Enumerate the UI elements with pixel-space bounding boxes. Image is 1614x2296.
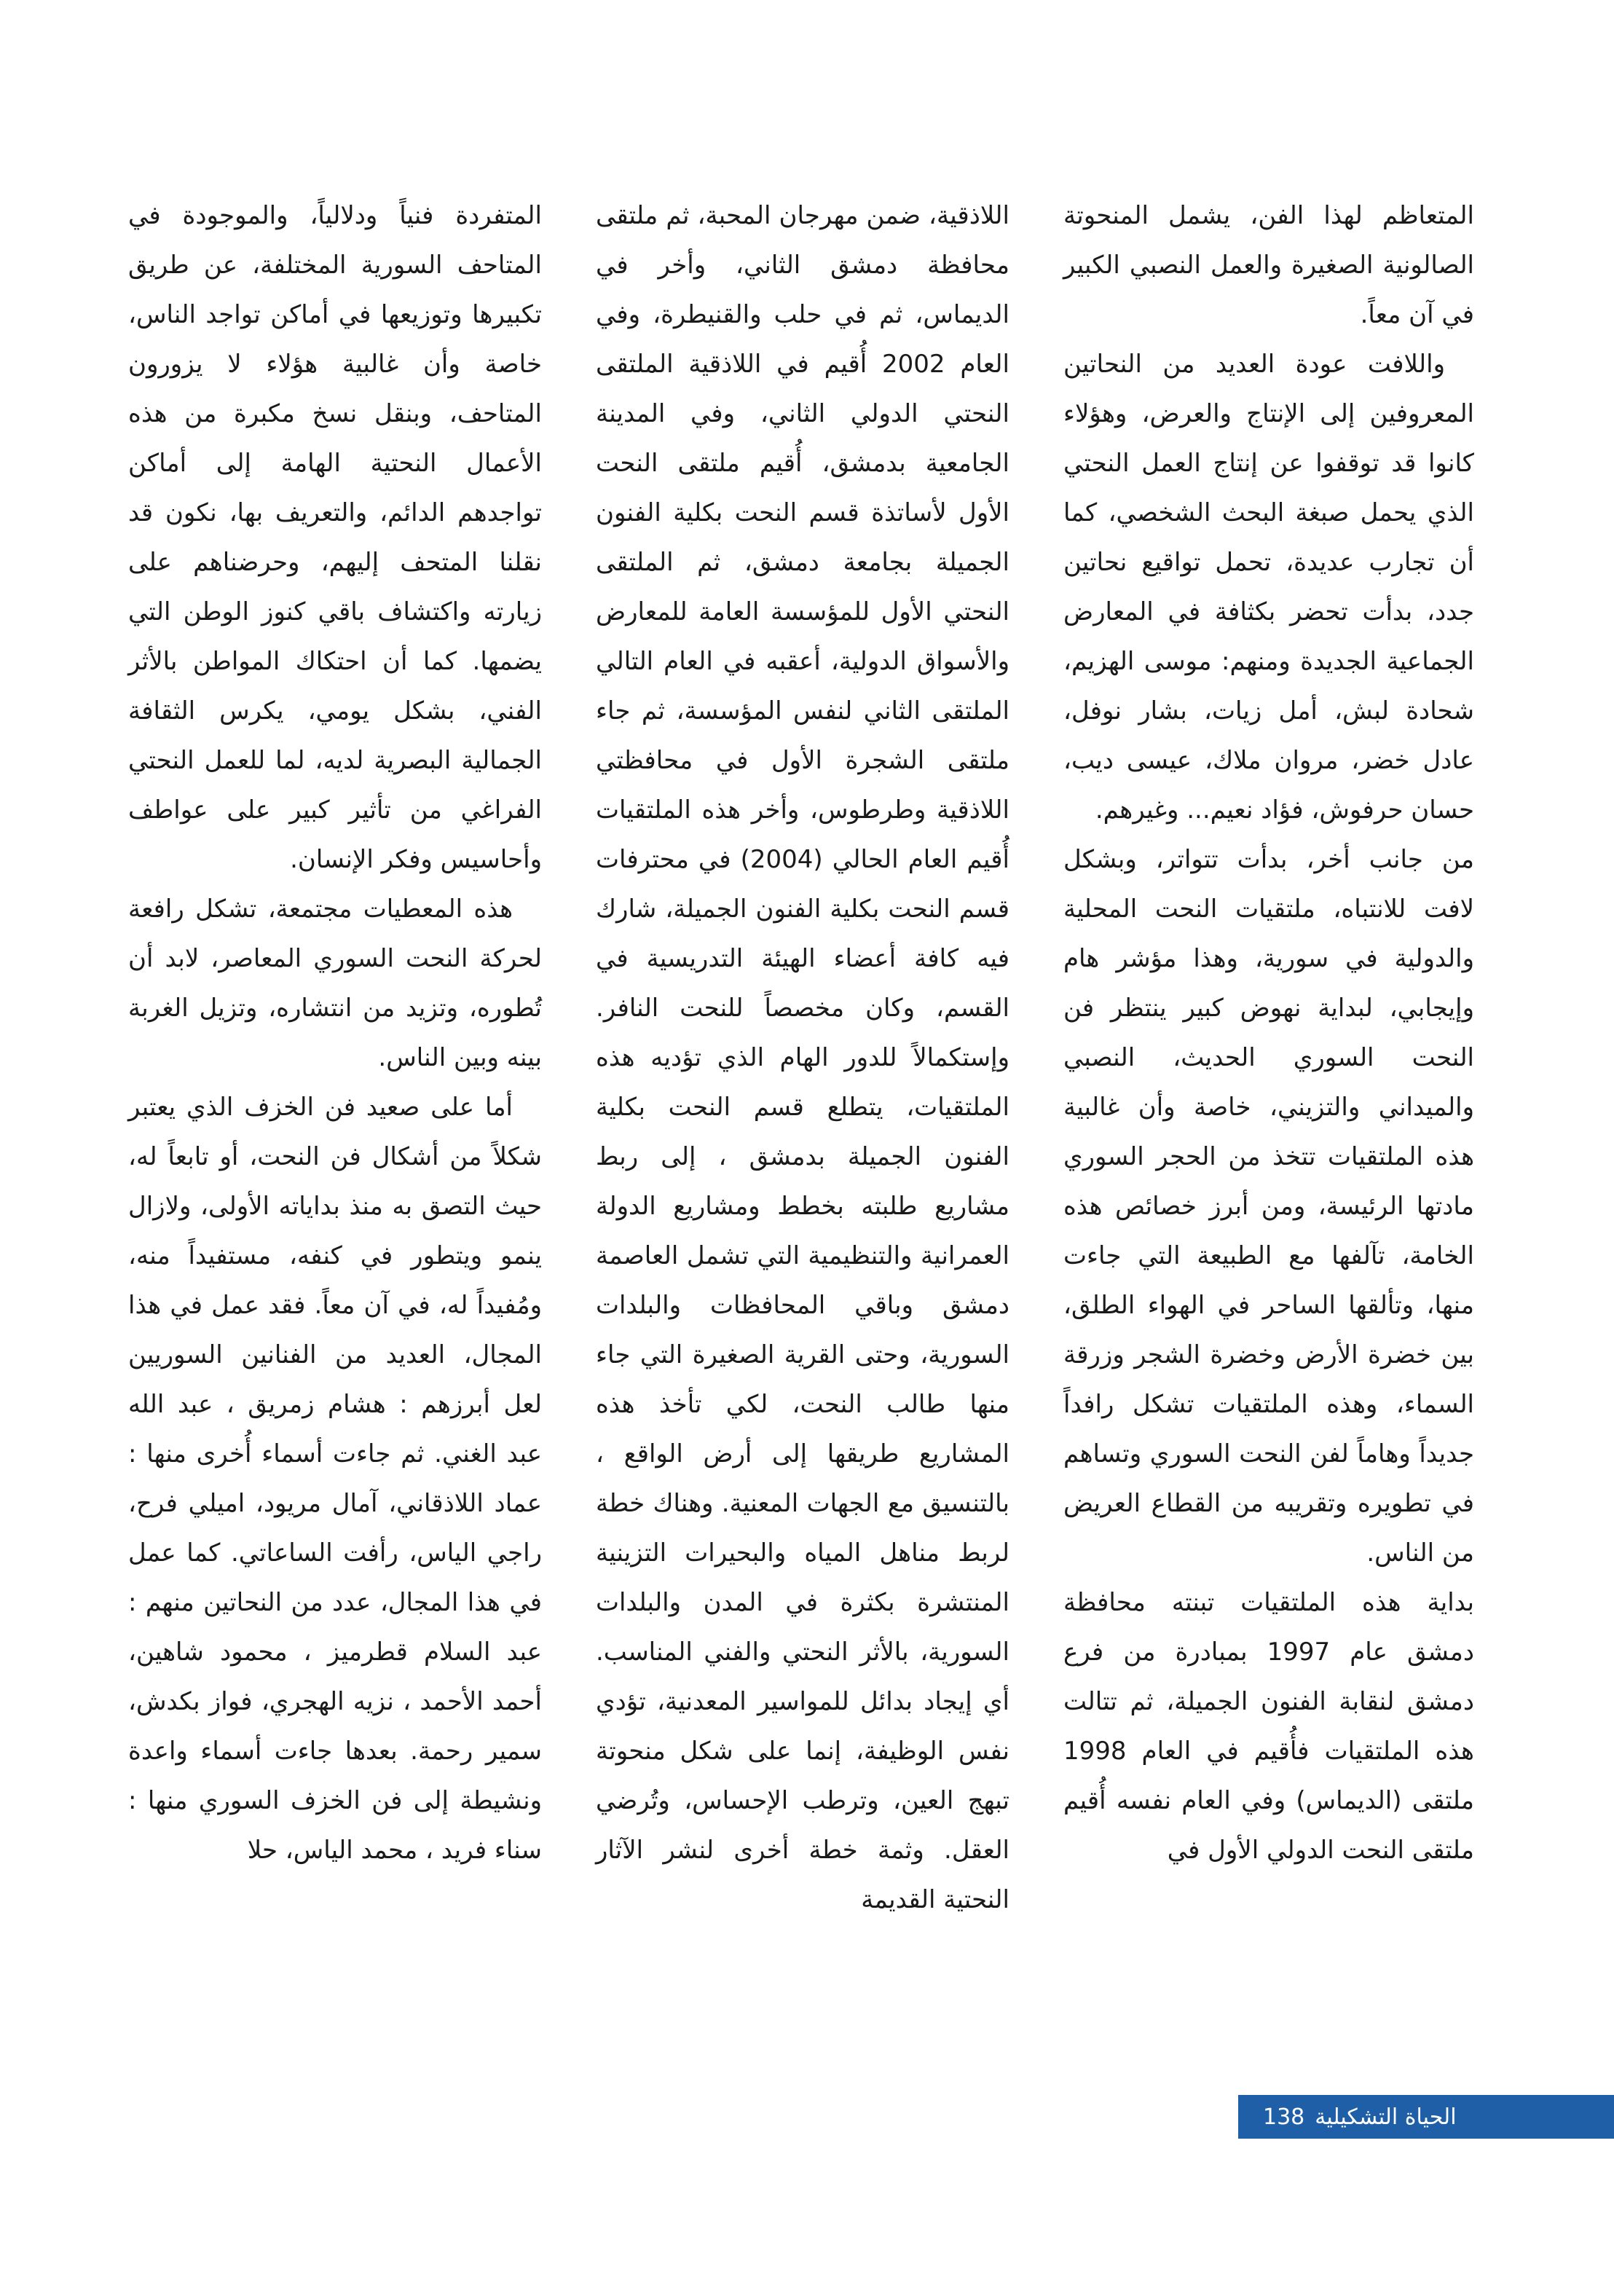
paragraph: من جانب أخر، بدأت تتواتر، وبشكل لافت للانتباه، ملتقيات النحت المحلية والدولية في سورية، وهذا مؤشر هام وإيجابي، لبداية نهوض كبير ينتظر فن النحت السوري الحديث، النصبي والميداني والتزيني، خاصة وأن غالبية هذه الملتقيات تتخذ من الحجر السوري مادتها الرئيسة، ومن أبرز خصائص هذه الخامة، تآلفها مع الطبيعة التي جاءت منها، وتألقها الساحر في الهواء الطلق، بين خضرة الأرض وخضرة الشجر وزرقة السماء، وهذه الملتقيات تشكل رافداً جديداً وهاماً لفن النحت السوري وتساهم في تطويره وتقريبه من القطاع العريض من الناس. bbox=[1063, 845, 1474, 1568]
article-column-2 bbox=[596, 191, 1009, 1925]
paragraph: واللافت عودة العديد من النحاتين المعروفين إلى الإنتاج والعرض، وهؤلاء كانوا قد توقفوا عن إنتاج العمل النحتي الذي يحمل صبغة البحث الشخصي، كما أن تجارب عديدة، تحمل تواقيع نحاتين جدد، بدأت تحضر بكثافة في المعارض الجماعية الجديدة ومنهم: موسى الهزيم، شحادة لبش، أمل زيات، بشار نوفل، عادل خضر، مروان ملاك، عيسى ديب، حسان حرفوش، فؤاد نعيم... وغيرهم. bbox=[1063, 350, 1474, 825]
magazine-title: الحياة التشكيلية bbox=[1315, 2104, 1457, 2130]
page-number: 138 bbox=[1263, 2104, 1305, 2130]
paragraph: المتعاظم لهذا الفن، يشمل المنحوتة الصالونية الصغيرة والعمل النصبي الكبير في آن معاً. bbox=[1063, 201, 1474, 329]
footer-label bbox=[1263, 2104, 1457, 2130]
page-footer-band bbox=[1238, 2095, 1614, 2139]
paragraph: أما على صعيد فن الخزف الذي يعتبر شكلاً من أشكال فن النحت، أو تابعاً له، حيث التصق به منذ بداياته الأولى، ولازال ينمو ويتطور في كنفه، مستفيداً منه، ومُفيداً له، في آن معاً. فقد عمل في هذا المجال، العديد من الفنانين السوريين لعل أبرزهم : هشام زمريق ، عبد الله عبد الغني. ثم جاءت أسماء أُخرى منها : عماد اللاذقاني، آمال مريود، اميلي فرح، راجي الياس، رأفت الساعاتي. كما عمل في هذا المجال، عدد من النحاتين منهم : عبد السلام قطرميز ، محمود شاهين، أحمد الأحمد ، نزيه الهجري، فواز بكدش، سمير رحمة. بعدها جاءت أسماء واعدة ونشيطة إلى فن الخزف السوري منها : سناء فريد ، محمد الياس، حلا bbox=[128, 1093, 542, 1865]
article-column-3 bbox=[128, 191, 542, 1875]
paragraph: بداية هذه الملتقيات تبنته محافظة دمشق عام 1997 بمبادرة من فرع دمشق لنقابة الفنون الجميلة، ثم تتالت هذه الملتقيات فأُقيم في العام 1998 ملتقى (الديماس) وفي العام نفسه أُقيم ملتقى النحت الدولي الأول في bbox=[1063, 1588, 1474, 1865]
article-column-1 bbox=[1063, 191, 1474, 1875]
paragraph: اللاذقية، ضمن مهرجان المحبة، ثم ملتقى محافظة دمشق الثاني، وأخر في الديماس، ثم في حلب والقنيطرة، وفي العام 2002 أُقيم في اللاذقية الملتقى النحتي الدولي الثاني، وفي المدينة الجامعية بدمشق، أُقيم ملتقى النحت الأول لأساتذة قسم النحت بكلية الفنون الجميلة بجامعة دمشق، ثم الملتقى النحتي الأول للمؤسسة العامة للمعارض والأسواق الدولية، أعقبه في العام التالي الملتقى الثاني لنفس المؤسسة، ثم جاء ملتقى الشجرة الأول في محافظتي اللاذقية وطرطوس، وأخر هذه الملتقيات أُقيم العام الحالي (2004) في محترفات قسم النحت بكلية الفنون الجميلة، شارك فيه كافة أعضاء الهيئة التدريسية في القسم، وكان مخصصاً للنحت النافر. وإستكمالاً للدور الهام الذي تؤديه هذه الملتقيات، يتطلع قسم النحت بكلية الفنون الجميلة بدمشق ، إلى ربط مشاريع طلبته بخطط ومشاريع الدولة العمرانية والتنظيمية التي تشمل العاصمة دمشق وباقي المحافظات والبلدات السورية، وحتى القرية الصغيرة التي جاء منها طالب النحت، لكي تأخذ هذه المشاريع طريقها إلى أرض الواقع ، بالتنسيق مع الجهات المعنية. وهناك خطة لربط مناهل المياه والبحيرات التزينية المنتشرة بكثرة في المدن والبلدات السورية، بالأثر النحتي والفني المناسب. أي إيجاد بدائل للمواسير المعدنية، تؤدي نفس الوظيفة، إنما على شكل منحوتة تبهج العين، وترطب الإحساس، وتُرضي العقل. وثمة خطة أخرى لنشر الآثار النحتية القديمة bbox=[596, 201, 1009, 1914]
paragraph: هذه المعطيات مجتمعة، تشكل رافعة لحركة النحت السوري المعاصر، لابد أن تُطوره، وتزيد من انتشاره، وتزيل الغربة بينه وبين الناس. bbox=[128, 895, 542, 1072]
paragraph: المتفردة فنياً ودلالياً، والموجودة في المتاحف السورية المختلفة، عن طريق تكبيرها وتوزيعها في أماكن تواجد الناس، خاصة وأن غالبية هؤلاء لا يزورون المتاحف، وبنقل نسخ مكبرة من هذه الأعمال النحتية الهامة إلى أماكن تواجدهم الدائم، والتعريف بها، نكون قد نقلنا المتحف إليهم، وحرضناهم على زيارته واكتشاف باقي كنوز الوطن التي يضمها. كما أن احتكاك المواطن بالأثر الفني، بشكل يومي، يكرس الثقافة الجمالية البصرية لديه، لما للعمل النحتي الفراغي من تأثير كبير على عواطف وأحاسيس وفكر الإنسان. bbox=[128, 201, 542, 874]
